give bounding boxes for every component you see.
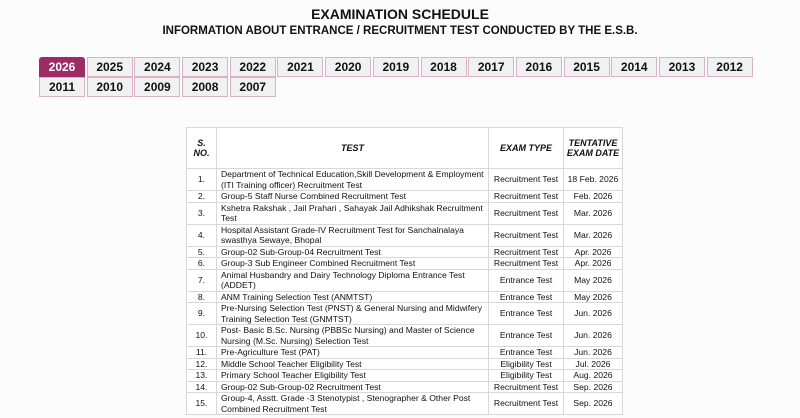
cell-sno: 14. — [187, 381, 217, 393]
cell-sno: 9. — [187, 303, 217, 325]
tab-year-2010[interactable]: 2010 — [87, 77, 133, 97]
cell-date: Jun. 2026 — [563, 303, 622, 325]
tab-year-2024[interactable]: 2024 — [134, 57, 180, 77]
cell-exam-type: Entrance Test — [489, 269, 564, 291]
cell-exam-type: Recruitment Test — [489, 191, 564, 203]
cell-exam-type: Entrance Test — [489, 291, 564, 303]
cell-sno: 4. — [187, 224, 217, 246]
table-row — [187, 258, 623, 270]
cell-test: ANM Training Selection Test (ANMTST) — [216, 291, 488, 303]
cell-date: Mar. 2026 — [563, 224, 622, 246]
cell-exam-type: Recruitment Test — [489, 202, 564, 224]
table-row — [187, 303, 623, 325]
tab-year-2015[interactable]: 2015 — [564, 57, 610, 77]
cell-date: 18 Feb. 2026 — [563, 169, 622, 191]
cell-sno: 2. — [187, 191, 217, 203]
cell-date: May 2026 — [563, 291, 622, 303]
cell-exam-type: Recruitment Test — [489, 393, 564, 415]
tab-year-2014[interactable]: 2014 — [611, 57, 657, 77]
tab-year-2018[interactable]: 2018 — [421, 57, 467, 77]
cell-test: Group-02 Sub-Group-02 Recruitment Test — [216, 381, 488, 393]
cell-date: Jul. 2026 — [563, 358, 622, 370]
tab-year-2007[interactable]: 2007 — [230, 77, 276, 97]
table-row — [187, 347, 623, 359]
page-title: EXAMINATION SCHEDULE — [311, 6, 489, 22]
header-exam-type: EXAM TYPE — [489, 128, 564, 169]
cell-date: Apr. 2026 — [563, 246, 622, 258]
cell-exam-type: Recruitment Test — [489, 381, 564, 393]
table-row — [187, 269, 623, 291]
cell-test: Kshetra Rakshak , Jail Prahari , Sahayak Jail Adhikshak Recruitment Test — [216, 202, 488, 224]
cell-date: Jun. 2026 — [563, 347, 622, 359]
cell-exam-type: Eligibility Test — [489, 370, 564, 382]
table-row — [187, 224, 623, 246]
cell-sno: 8. — [187, 291, 217, 303]
cell-sno: 12. — [187, 358, 217, 370]
header-date: TENTATIVE EXAM DATE — [563, 128, 622, 169]
cell-exam-type: Eligibility Test — [489, 358, 564, 370]
cell-sno: 6. — [187, 258, 217, 270]
cell-test: Group-5 Staff Nurse Combined Recruitment Test — [216, 191, 488, 203]
cell-sno: 7. — [187, 269, 217, 291]
table-row — [187, 291, 623, 303]
cell-sno: 15. — [187, 393, 217, 415]
table-row — [187, 358, 623, 370]
cell-exam-type: Recruitment Test — [489, 258, 564, 270]
tab-year-2013[interactable]: 2013 — [659, 57, 705, 77]
cell-test: Primary School Teacher Eligibility Test — [216, 370, 488, 382]
header-sno: S. NO. — [187, 128, 217, 169]
cell-exam-type: Entrance Test — [489, 325, 564, 347]
cell-sno: 1. — [187, 169, 217, 191]
tab-year-2019[interactable]: 2019 — [373, 57, 419, 77]
cell-date: Sep. 2026 — [563, 381, 622, 393]
cell-test: Group-02 Sub-Group-04 Recruitment Test — [216, 246, 488, 258]
cell-test: Department of Technical Education,Skill Development & Employment (ITI Training officer) Recruitment Test — [216, 169, 488, 191]
tab-year-2023[interactable]: 2023 — [182, 57, 228, 77]
cell-exam-type: Entrance Test — [489, 303, 564, 325]
tab-year-2009[interactable]: 2009 — [134, 77, 180, 97]
tab-year-2025[interactable]: 2025 — [87, 57, 133, 77]
cell-sno: 11. — [187, 347, 217, 359]
cell-sno: 13. — [187, 370, 217, 382]
table-row — [187, 202, 623, 224]
tab-year-2008[interactable]: 2008 — [182, 77, 228, 97]
year-tabs — [39, 57, 759, 97]
cell-test: Group-4, Asstt. Grade -3 Stenotypist , Stenographer & Other Post Combined Recruitment Test — [216, 393, 488, 415]
cell-date: Aug. 2026 — [563, 370, 622, 382]
page-subtitle: INFORMATION ABOUT ENTRANCE / RECRUITMENT TEST CONDUCTED BY THE E.S.B. — [162, 25, 638, 37]
tab-year-2026[interactable]: 2026 — [39, 57, 85, 77]
cell-exam-type: Entrance Test — [489, 347, 564, 359]
cell-date: Apr. 2026 — [563, 258, 622, 270]
cell-date: Mar. 2026 — [563, 202, 622, 224]
tab-year-2016[interactable]: 2016 — [516, 57, 562, 77]
cell-exam-type: Recruitment Test — [489, 169, 564, 191]
cell-date: Sep. 2026 — [563, 393, 622, 415]
cell-test: Middle School Teacher Eligibility Test — [216, 358, 488, 370]
cell-test: Pre-Nursing Selection Test (PNST) & General Nursing and Midwifery Training Selection Test (GNMTST) — [216, 303, 488, 325]
tab-year-2011[interactable]: 2011 — [39, 77, 85, 97]
table-row — [187, 169, 623, 191]
table-row — [187, 393, 623, 415]
cell-exam-type: Recruitment Test — [489, 246, 564, 258]
header-test: TEST — [216, 128, 488, 169]
cell-exam-type: Recruitment Test — [489, 224, 564, 246]
table-row — [187, 381, 623, 393]
tab-year-2017[interactable]: 2017 — [468, 57, 514, 77]
cell-test: Animal Husbandry and Dairy Technology Diploma Entrance Test (ADDET) — [216, 269, 488, 291]
tab-year-2022[interactable]: 2022 — [230, 57, 276, 77]
tab-year-2020[interactable]: 2020 — [325, 57, 371, 77]
cell-date: May 2026 — [563, 269, 622, 291]
table-row — [187, 325, 623, 347]
table-row — [187, 191, 623, 203]
tab-year-2021[interactable]: 2021 — [277, 57, 323, 77]
table-row — [187, 370, 623, 382]
cell-test: Post- Basic B.Sc. Nursing (PBBSc Nursing) and Master of Science Nursing (M.Sc. Nursing) Selection Test — [216, 325, 488, 347]
exam-schedule-table — [186, 127, 623, 415]
cell-date: Feb. 2026 — [563, 191, 622, 203]
cell-date: Jun. 2026 — [563, 325, 622, 347]
cell-sno: 5. — [187, 246, 217, 258]
table-header-row — [187, 128, 623, 169]
cell-test: Pre-Agriculture Test (PAT) — [216, 347, 488, 359]
cell-test: Hospital Assistant Grade-IV Recruitment Test for Sanchalnalaya swasthya Sewaye, Bhopal — [216, 224, 488, 246]
cell-test: Group-3 Sub Engineer Combined Recruitment Test — [216, 258, 488, 270]
cell-sno: 10. — [187, 325, 217, 347]
table-row — [187, 246, 623, 258]
tab-year-2012[interactable]: 2012 — [707, 57, 753, 77]
cell-sno: 3. — [187, 202, 217, 224]
